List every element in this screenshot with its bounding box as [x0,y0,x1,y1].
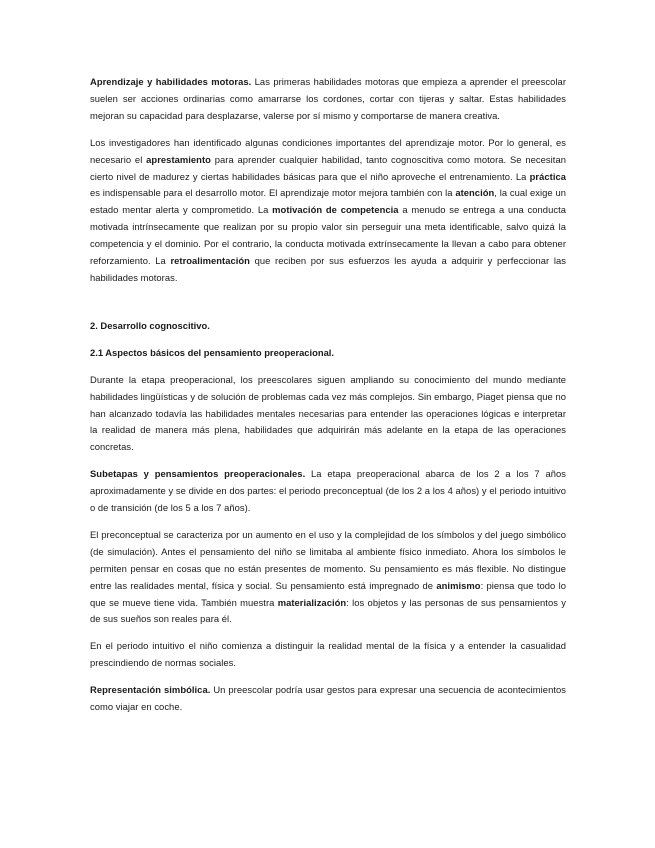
text-run: : piensa que todo lo que se mueve tiene vida. También muestra [90,579,567,608]
text-run: a menudo se entrega a una conducta motivada intrínsecamente que realizan por su propio valor sin perseguir una meta identificable, salvo quizá la competencia y el dominio. Por el contrario, la conducta motivada extrínsecamente la llevan a cabo para obtener reforzamiento. La [90,204,566,267]
term-motivacion: motivación de competencia [272,204,399,216]
subsection-heading: 2.1 Aspectos básicos del pensamiento preoperacional. [90,346,335,358]
text-run: es indispensable para el desarrollo motor. El aprendizaje motor mejora también con la [90,187,456,199]
paragraph-title: Representación simbólica. [90,684,211,696]
term-animismo: animismo [436,579,481,591]
section-heading: 2. Desarrollo cognoscitivo. [90,319,210,331]
paragraph-motor-conditions [90,135,566,287]
paragraph-text: La etapa preoperacional abarca de los 2 a los 7 años aproximadamente y se divide en dos partes: el periodo preconceptual (de los 2 a los 4 años) y el periodo intuitivo o de transición (de los 5 a los 7 años). [90,468,566,514]
term-materializacion: materialización [277,596,347,608]
text-run: : los objetos y las personas de sus pensamientos y de sus sueños son reales para él. [90,596,566,625]
term-atencion: atención [455,187,495,199]
spacer [90,297,566,318]
term-practica: práctica [529,170,566,182]
text-run: , la cual exige un estado mentar alerta y comprometido. La [90,187,566,216]
paragraph-text: Las primeras habilidades motoras que empieza a aprender el preescolar suelen ser acciones ordinarias como amarrarse los cordones, cortar con tijeras y saltar. Estas habilidades mejoran su capacidad para desplazarse, valerse por sí mismo y comportarse de manera creativa. [90,76,566,121]
paragraph-intuitive-period: En el periodo intuitivo el niño comienza a distinguir la realidad mental de la física y a entender la casualidad prescindiendo de normas sociales. [90,640,566,669]
text-run: El preconceptual se caracteriza por un aumento en el uso y la complejidad de los símbolos y del juego simbólico (de simulación). Antes el pensamiento del niño se limitaba al ambiente físico inmediato. Ahora los símbolos le permiten pensar en cosas que no están presentes de momento. Su pensamiento es más flexible. No distingue entre las realidades mental, física y social. Su pensamiento está impregnado de [90,528,566,591]
paragraph-preoperational-stage: Durante la etapa preoperacional, los preescolares siguen ampliando su conocimiento del mundo mediante habilidades lingüísticas y de solución de problemas cada vez más complejos. Sin embargo, Piaget piensa que no han alcanzado todavía las habilidades mentales necesarias para entender las operaciones lógicas e interpretar la realidad de manera más plena, habilidades que adquirirán más adelante en la etapa de las operaciones concretas. [90,373,566,453]
paragraph-preconceptual [90,527,566,628]
paragraph-text: Un preescolar podría usar gestos para expresar una secuencia de acontecimientos como viajar en coche. [90,684,566,713]
paragraph-symbolic-representation [90,682,566,716]
paragraph-substages [90,466,566,517]
text-run: para aprender cualquier habilidad, tanto cognoscitiva como motora. Se necesitan cierto nivel de madurez y ciertas habilidades básicas para que el niño aproveche el entrenamiento. La [90,153,566,182]
term-aprestamiento: aprestamiento [146,153,211,165]
text-run: que reciben por sus esfuerzos les ayuda a adquirir y perfeccionar las habilidades motoras. [90,255,566,283]
text-run: Los investigadores han identificado algunas condiciones importantes del aprendizaje motor. Por lo general, es necesario el [90,136,566,165]
paragraph-motor-learning [90,74,566,125]
paragraph-title: Aprendizaje y habilidades motoras. [90,76,252,87]
paragraph-title: Subetapas y pensamientos preoperacionales. [90,468,306,480]
term-retroalimentacion: retroalimentación [170,255,250,267]
